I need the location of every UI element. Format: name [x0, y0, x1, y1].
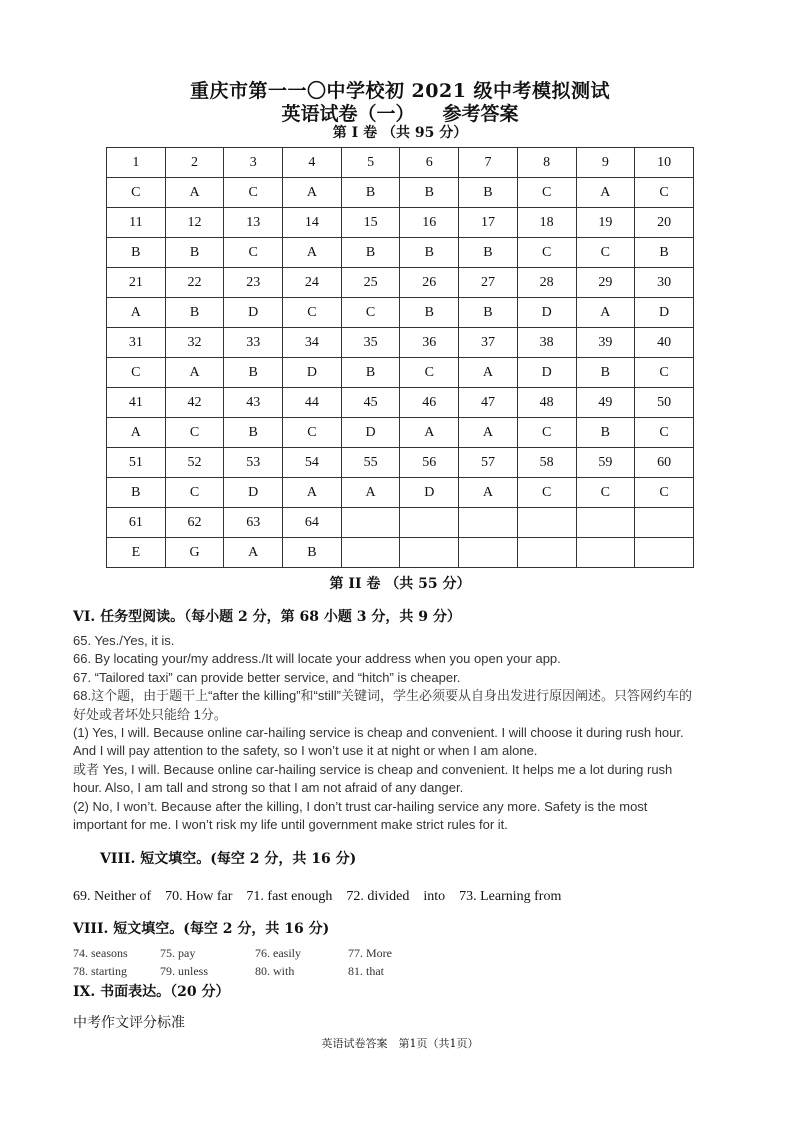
answer-cell: D — [341, 418, 400, 448]
grid-cell: 78. starting — [73, 964, 127, 978]
question-number-cell: 18 — [517, 208, 576, 238]
question-number-cell: 3 — [224, 148, 283, 178]
answer-cell — [341, 538, 400, 568]
answer-line: 68.这个题，由于题干上“after the killing”和“still”关键词，学生必须要从自身出发进行原因阐述。只答网约车的好处或者坏处只能给 1分。 — [73, 688, 692, 722]
answer-cell: C — [517, 478, 576, 508]
answer-cell: B — [459, 238, 518, 268]
question-number-cell: 12 — [165, 208, 224, 238]
task-reading-heading: VI. 任务型阅读。（每小题 2 分，第 68 小题 3 分，共 9 分） — [73, 609, 461, 625]
answer-cell: B — [576, 418, 635, 448]
answer-cell: C — [517, 418, 576, 448]
question-number-cell: 40 — [635, 328, 694, 358]
grid-cell: 79. unless — [160, 964, 208, 978]
question-number-cell: 47 — [459, 388, 518, 418]
answer-cell: C — [635, 418, 694, 448]
question-number-cell: 39 — [576, 328, 635, 358]
question-number-cell: 19 — [576, 208, 635, 238]
grid-cell: 75. pay — [160, 946, 196, 960]
answer-cell: A — [107, 418, 166, 448]
answer-cell: B — [459, 298, 518, 328]
answer-cell: C — [165, 478, 224, 508]
question-number-cell: 54 — [283, 448, 342, 478]
question-number-cell — [576, 508, 635, 538]
cloze-heading-2: VIII. 短文填空。(每空 2 分，共 16 分) — [73, 921, 330, 937]
answer-line: (2) No, I won’t. Because after the killing, I don’t trust car-hailing service any more. Safety is the most important for me. I won’t risk my life until government make strict rules for it. — [73, 798, 648, 833]
question-number-cell: 63 — [224, 508, 283, 538]
question-number-cell: 21 — [107, 268, 166, 298]
answer-cell: B — [576, 358, 635, 388]
question-number-cell: 10 — [635, 148, 694, 178]
answer-row — [107, 298, 694, 328]
question-number-cell: 6 — [400, 148, 459, 178]
answer-cell: B — [400, 298, 459, 328]
grid-row — [73, 946, 428, 964]
question-number-cell: 55 — [341, 448, 400, 478]
question-number-cell: 57 — [459, 448, 518, 478]
answer-cell: A — [459, 478, 518, 508]
question-number-cell: 29 — [576, 268, 635, 298]
question-number-cell: 52 — [165, 448, 224, 478]
question-number-cell: 62 — [165, 508, 224, 538]
answer-cell: B — [224, 358, 283, 388]
answer-line: 或者 Yes, I will. Because online car-hailing service is cheap and convenient. It helps me a lot during rush hour. Also, I am tall and strong so that I am not afraid of any danger. — [73, 761, 673, 796]
question-number-cell: 23 — [224, 268, 283, 298]
answer-cell: A — [283, 238, 342, 268]
answer-cell: A — [341, 478, 400, 508]
question-number-cell: 51 — [107, 448, 166, 478]
grid-cell: 80. with — [255, 964, 295, 978]
answer-line: (1) Yes, I will. Because online car-hailing service is cheap and convenient. I will choose it during rush hour. And I will pay attention to the safety, so I won’t use it at night or when I am alone. — [73, 725, 684, 759]
answer-cell: A — [224, 538, 283, 568]
question-number-cell: 44 — [283, 388, 342, 418]
question-number-cell: 8 — [517, 148, 576, 178]
question-number-cell: 25 — [341, 268, 400, 298]
question-number-cell: 26 — [400, 268, 459, 298]
answer-row — [107, 418, 694, 448]
question-number-cell: 41 — [107, 388, 166, 418]
question-number-cell: 45 — [341, 388, 400, 418]
question-number-cell: 43 — [224, 388, 283, 418]
question-number-cell: 27 — [459, 268, 518, 298]
subtitle-paper: 英语试卷（一） — [281, 103, 415, 125]
answer-cell: B — [165, 238, 224, 268]
cloze-answers-grid — [73, 946, 428, 982]
answer-cell: D — [517, 298, 576, 328]
question-number-cell: 36 — [400, 328, 459, 358]
answer-cell: A — [107, 298, 166, 328]
subtitle-answers: 参考答案 — [442, 103, 519, 125]
answer-cell: B — [341, 358, 400, 388]
answer-cell: B — [341, 238, 400, 268]
cloze-answers-line: 69. Neither of 70. How far 71. fast enough 72. divided into 73. Learning from — [73, 889, 562, 904]
answer-row — [107, 238, 694, 268]
question-number-cell: 16 — [400, 208, 459, 238]
task-reading-answers — [73, 632, 693, 834]
answer-cell: B — [165, 298, 224, 328]
section-heading-part1: 第 I 卷 （共 95 分） — [332, 125, 468, 141]
answer-cell: G — [165, 538, 224, 568]
answer-cell: A — [459, 418, 518, 448]
question-number-cell: 7 — [459, 148, 518, 178]
question-number-cell — [400, 508, 459, 538]
question-number-cell — [341, 508, 400, 538]
question-number-cell: 9 — [576, 148, 635, 178]
question-number-cell: 11 — [107, 208, 166, 238]
answer-line: 66. By locating your/my address./It will locate your address when you open your app. — [73, 651, 561, 667]
grid-row — [73, 964, 428, 982]
question-number-cell: 37 — [459, 328, 518, 358]
answer-row — [107, 178, 694, 208]
answer-cell: C — [107, 178, 166, 208]
writing-standard: 中考作文评分标准 — [73, 1015, 185, 1031]
question-number-cell — [517, 508, 576, 538]
question-number-cell: 49 — [576, 388, 635, 418]
question-number-row — [107, 208, 694, 238]
question-number-cell: 34 — [283, 328, 342, 358]
question-number-cell: 61 — [107, 508, 166, 538]
answer-cell: A — [459, 358, 518, 388]
answer-cell: C — [283, 298, 342, 328]
answer-cell: C — [107, 358, 166, 388]
answer-cell: D — [400, 478, 459, 508]
answer-cell: A — [576, 298, 635, 328]
answer-cell: C — [635, 478, 694, 508]
answer-cell: C — [400, 358, 459, 388]
question-number-cell: 5 — [341, 148, 400, 178]
question-number-cell: 14 — [283, 208, 342, 238]
answer-cell: B — [107, 238, 166, 268]
question-number-cell: 22 — [165, 268, 224, 298]
answer-cell: C — [283, 418, 342, 448]
grid-cell: 74. seasons — [73, 946, 128, 960]
grid-cell: 81. that — [348, 964, 384, 978]
question-number-cell: 35 — [341, 328, 400, 358]
answer-row — [107, 478, 694, 508]
question-number-row — [107, 388, 694, 418]
question-number-cell: 33 — [224, 328, 283, 358]
question-number-cell: 60 — [635, 448, 694, 478]
cloze-heading-1: VIII. 短文填空。(每空 2 分，共 16 分) — [100, 851, 357, 867]
question-number-cell — [635, 508, 694, 538]
answer-cell: B — [341, 178, 400, 208]
answer-cell: C — [517, 178, 576, 208]
question-number-cell: 1 — [107, 148, 166, 178]
question-number-cell: 15 — [341, 208, 400, 238]
answer-cell: D — [635, 298, 694, 328]
answer-cell: C — [576, 238, 635, 268]
question-number-cell: 2 — [165, 148, 224, 178]
question-number-cell: 20 — [635, 208, 694, 238]
question-number-cell: 32 — [165, 328, 224, 358]
answer-cell: D — [517, 358, 576, 388]
section-heading-part2: 第 II 卷 （共 55 分） — [329, 576, 471, 592]
question-number-row — [107, 328, 694, 358]
answer-cell: B — [459, 178, 518, 208]
answer-cell: D — [283, 358, 342, 388]
question-number-cell: 58 — [517, 448, 576, 478]
answer-cell: B — [224, 418, 283, 448]
answer-cell: D — [224, 298, 283, 328]
question-number-cell: 46 — [400, 388, 459, 418]
answer-row — [107, 538, 694, 568]
answer-row — [107, 358, 694, 388]
answer-cell — [576, 538, 635, 568]
question-number-cell: 42 — [165, 388, 224, 418]
answer-cell: A — [283, 478, 342, 508]
question-number-cell: 28 — [517, 268, 576, 298]
question-number-cell: 17 — [459, 208, 518, 238]
answer-cell: C — [635, 178, 694, 208]
question-number-row — [107, 148, 694, 178]
answer-cell — [400, 538, 459, 568]
question-number-cell: 64 — [283, 508, 342, 538]
answer-line: 65. Yes./Yes, it is. — [73, 633, 175, 648]
answer-cell: B — [283, 538, 342, 568]
answer-cell: A — [165, 358, 224, 388]
answer-cell — [517, 538, 576, 568]
answer-cell: B — [400, 178, 459, 208]
answer-cell: C — [165, 418, 224, 448]
answer-cell: E — [107, 538, 166, 568]
page-footer: 英语试卷答案 第1页（共1页） — [321, 1037, 479, 1050]
question-number-row — [107, 268, 694, 298]
question-number-row — [107, 448, 694, 478]
answer-cell — [635, 538, 694, 568]
answer-line: 67. “Tailored taxi” can provide better service, and “hitch” is cheaper. — [73, 669, 461, 685]
answer-cell: A — [283, 178, 342, 208]
answer-cell: A — [400, 418, 459, 448]
question-number-cell: 48 — [517, 388, 576, 418]
answer-cell — [459, 538, 518, 568]
answer-key-table — [106, 147, 694, 568]
writing-heading: IX. 书面表达。（20 分） — [73, 984, 230, 1000]
answer-cell: B — [107, 478, 166, 508]
question-number-row — [107, 508, 694, 538]
answer-cell: A — [165, 178, 224, 208]
answer-cell: B — [400, 238, 459, 268]
grid-cell: 77. More — [348, 946, 392, 960]
question-number-cell: 38 — [517, 328, 576, 358]
answer-cell: B — [635, 238, 694, 268]
answer-cell: A — [576, 178, 635, 208]
answer-cell: C — [517, 238, 576, 268]
page-title: 重庆市第一一〇中学校初 2021 级中考模拟测试 — [189, 80, 611, 102]
question-number-cell: 56 — [400, 448, 459, 478]
answer-cell: C — [341, 298, 400, 328]
answer-cell: C — [224, 178, 283, 208]
question-number-cell: 53 — [224, 448, 283, 478]
answer-cell: C — [224, 238, 283, 268]
grid-cell: 76. easily — [255, 946, 301, 960]
question-number-cell: 13 — [224, 208, 283, 238]
question-number-cell: 31 — [107, 328, 166, 358]
question-number-cell: 24 — [283, 268, 342, 298]
answer-cell: D — [224, 478, 283, 508]
question-number-cell: 50 — [635, 388, 694, 418]
answer-cell: C — [635, 358, 694, 388]
answer-cell: C — [576, 478, 635, 508]
question-number-cell — [459, 508, 518, 538]
question-number-cell: 59 — [576, 448, 635, 478]
question-number-cell: 4 — [283, 148, 342, 178]
question-number-cell: 30 — [635, 268, 694, 298]
